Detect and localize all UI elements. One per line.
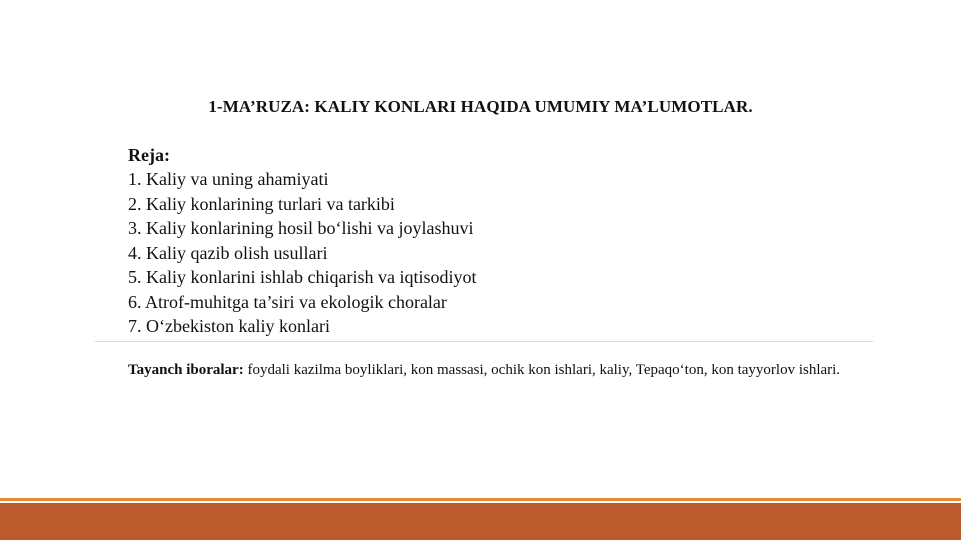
plan-item: 4. Kaliy qazib olish usullari — [128, 242, 328, 263]
footer-accent-line — [0, 498, 961, 501]
plan-item: 7. O‘zbekiston kaliy konlari — [128, 316, 330, 336]
plan-item: 1. Kaliy va uning ahamiyati — [128, 169, 329, 189]
plan-heading: Reja: — [128, 145, 170, 165]
plan-item: 3. Kaliy konlarining hosil bo‘lishi va joylashuvi — [128, 218, 474, 238]
plan-item: 5. Kaliy konlarini ishlab chiqarish va iqtisodiyot — [128, 267, 477, 287]
plan-item: 6. Atrof-muhitga ta’siri va ekologik choralar — [128, 291, 447, 312]
keywords-text: foydali kazilma boyliklari, kon massasi, ochik kon ishlari, kaliy, Tepaqo‘ton, kon tayyorlov ishlari. — [243, 362, 841, 378]
section-divider — [95, 341, 873, 342]
plan-item: 2. Kaliy konlarining turlari va tarkibi — [128, 193, 395, 214]
lecture-title: 1-MA’RUZA: KALIY KONLARI HAQIDA UMUMIY MA’LUMOTLAR. — [208, 97, 753, 116]
keywords-paragraph — [128, 359, 868, 382]
keywords-label: Tayanch iboralar: — [128, 362, 244, 378]
footer-bar — [0, 503, 961, 540]
plan-list — [128, 167, 828, 339]
plan-section — [128, 143, 828, 339]
